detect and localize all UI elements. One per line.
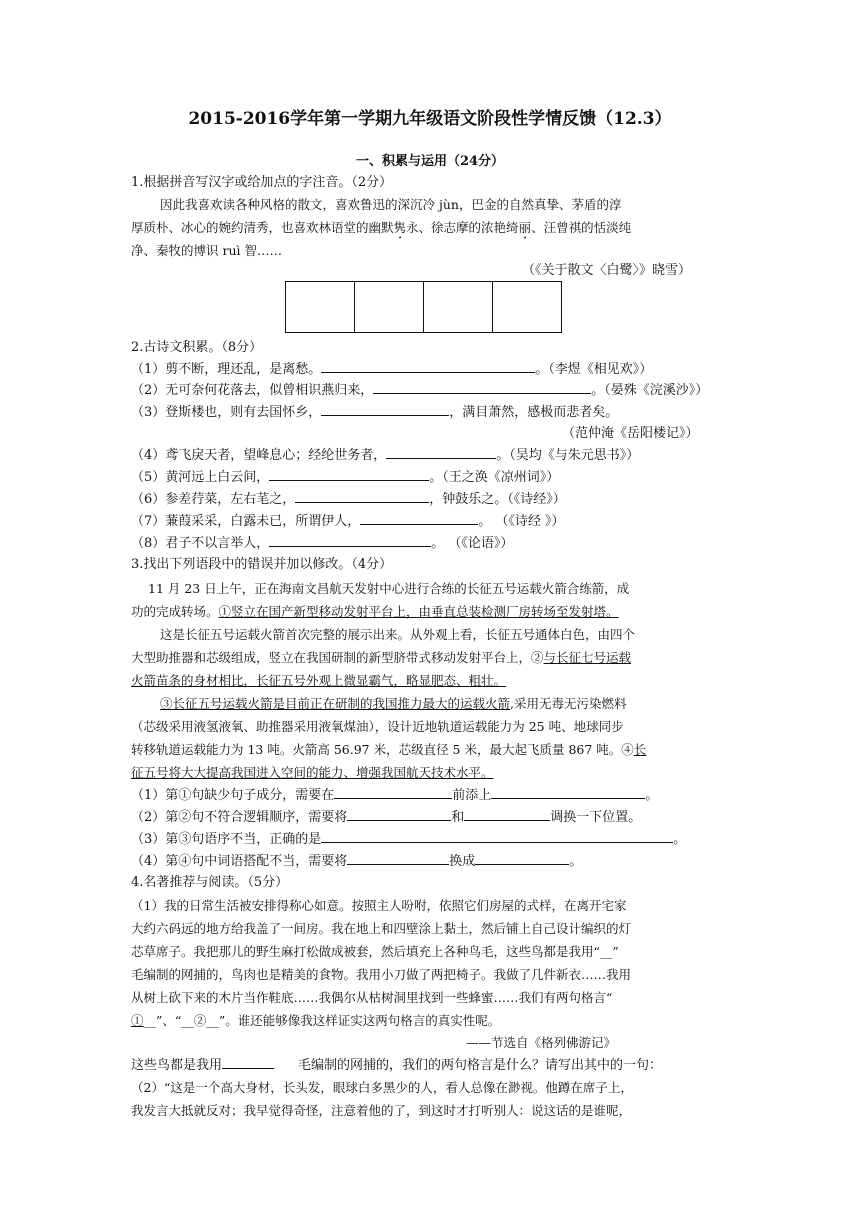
page-title: 2015-2016学年第一学期九年级语文阶段性学情反馈（12.3）: [188, 109, 672, 129]
answer-box-3[interactable]: [423, 281, 493, 333]
blank[interactable]: [321, 403, 449, 416]
q3-passage-line-9: [131, 764, 494, 782]
answer-box-1[interactable]: [285, 281, 355, 333]
q4-source: ——节选自《格列佛游记》: [466, 1035, 617, 1050]
q4-passage-2-line-1: （2）“这是一个高大身材，长头发，眼球白多黑少的人，看人总像在渺视。他蹲在席子上，: [131, 1080, 633, 1095]
q4-passage-line-3: 芯草席子。我把那儿的野生麻打松做成被套，然后填充上各种鸟毛，这些鸟都是我用“__”: [131, 944, 619, 959]
q3-answer-2: （2）第②句不符合逻辑顺序，需要将 和 调换一下位置。: [131, 810, 642, 825]
q4-passage-2-line-2: 我发言大抵就反对；我早觉得奇怪，注意着他的了，到这时才打听别人：说这话的是谁呢，: [131, 1103, 632, 1118]
q3-passage-line-3: 这是长征五号运载火箭首次完整的展示出来。从外观上看，长征五号通体白色，由四个: [160, 627, 636, 642]
blank[interactable]: [321, 360, 535, 373]
blank[interactable]: [222, 1056, 274, 1069]
blank[interactable]: [464, 808, 550, 821]
q2-item-2: （2）无可奈何花落去，似曾相识燕归来， 。（晏殊《浣溪沙》）: [131, 383, 709, 398]
q4-passage-line-2: 大约六码远的地方给我盖了一间房。我在地上和四壁涂上黏土，然后铺上自己设计编织的灯: [131, 921, 632, 936]
blank[interactable]: [373, 381, 591, 394]
sentence-2-end: 火箭苗条的身材相比，长征五号外观上微显霸气，略显肥态、粗壮。: [131, 673, 507, 688]
q3-passage-line-6: ③长征五号运载火箭是目前正在研制的我国推力最大的运载火箭,采用无毒无污染燃料: [160, 696, 627, 711]
q2-item-3-source: （范仲淹《岳阳楼记》）: [562, 426, 699, 441]
q3-passage-line-8: 转移轨道运载能力为 13 吨。火箭高 56.97 米，芯级直径 5 米，最大起飞质量 867 吨。④长: [131, 742, 647, 757]
q3-answer-3: （3）第③句语序不当，正确的是 。: [131, 832, 687, 847]
blank[interactable]: [334, 786, 452, 799]
blank[interactable]: [347, 852, 449, 865]
q1-passage-line-2: 厚质朴、冰心的婉约清秀，也喜欢林语堂的幽默隽永、徐志摩的浓艳绮丽、汪曾祺的恬淡纯: [131, 220, 632, 235]
q3-passage-line-5: [131, 672, 506, 690]
q3-passage-line-7: （芯级采用液氢液氧、助推器采用液氧煤油），设计近地轨道运载能力为 25 吨、地球同步: [131, 719, 624, 734]
blank[interactable]: [491, 786, 645, 799]
q4-heading: 4.名著推荐与阅读。（5分）: [131, 875, 289, 890]
blank[interactable]: [269, 534, 431, 547]
answer-box-2[interactable]: [354, 281, 424, 333]
q4-question-1: 这些鸟都是我用 毛编制的网捕的，我们的两句格言是什么？请写出其中的一句：: [131, 1058, 663, 1073]
blank[interactable]: [295, 490, 429, 503]
q1-passage-line-1: 因此我喜欢读各种风格的散文，喜欢鲁迅的深沉冷 jùn，巴金的自然真挚、茅盾的淳: [160, 197, 622, 212]
answer-grid: [286, 281, 562, 333]
blank[interactable]: [475, 852, 569, 865]
q4-passage-line-6: ①__”、“__②__”。谁还能够像我这样证实这两句格言的真实性呢。: [131, 1013, 501, 1028]
section-heading: 一、积累与运用（24分）: [355, 154, 505, 169]
answer-box-4[interactable]: [492, 281, 562, 333]
q4-passage-line-4: 毛编制的网捕的，鸟肉也是精美的食物。我用小刀做了两把椅子。我做了几件新衣……我用: [131, 967, 632, 982]
q2-item-7: （7）蒹葭采采，白露未已，所谓伊人， 。 （《诗经 》）: [131, 514, 565, 529]
dotted-char-li: 丽: [518, 220, 532, 235]
sentence-4-start: 长: [633, 742, 647, 757]
sentence-2-start: 与长征七号运载: [543, 650, 632, 665]
q2-item-4: （4）鸢飞戾天者，望峰息心；经纶世务者， 。（吴均《与朱元思书》）: [131, 448, 640, 463]
q2-item-8: （8）君子不以言举人， 。 （《论语》）: [131, 536, 514, 551]
q2-item-3: （3）登斯楼也，则有去国怀乡， ，满目萧然，感极而悲者矣。: [131, 405, 619, 420]
sentence-1: ①竖立在国产新型移动发射平台上，由垂直总装检测厂房转场至发射塔。: [218, 604, 619, 619]
q4-passage-line-5: 从树上砍下来的木片当作鞋底……我偶尔从枯树洞里找到一些蜂蜜……我们有两句格言“: [131, 990, 613, 1005]
blank[interactable]: [347, 808, 451, 821]
q3-answer-1: （1）第①句缺少句子成分，需要在 前添上 。: [131, 788, 659, 803]
sentence-4-end: 征五号将大大提高我国进入空间的能力、增强我国航天技术水平。: [131, 765, 494, 780]
blank[interactable]: [269, 468, 429, 481]
q4-passage-line-1: （1）我的日常生活被安排得称心如意。按照主人吩咐，依照它们房屋的式样，在离开宅家: [131, 898, 627, 913]
q2-heading: 2.古诗文积累。（8分）: [131, 340, 263, 355]
q2-item-5: （5）黄河远上白云间， 。（王之涣《凉州词》）: [131, 470, 560, 485]
q1-source: （《关于散文〈白鹭〉》晓雪）: [522, 263, 692, 278]
blank[interactable]: [321, 830, 673, 843]
sentence-3: ③长征五号运载火箭是目前正在研制的我国推力最大的运载火箭: [160, 696, 511, 711]
q3-heading: 3.找出下列语段中的错误并加以修改。（4分）: [131, 557, 393, 572]
blank[interactable]: [360, 512, 478, 525]
q3-passage-line-2: 功的完成转场。①竖立在国产新型移动发射平台上，由垂直总装检测厂房转场至发射塔。: [131, 604, 619, 619]
q3-passage-line-1: 11 月 23 日上午，正在海南文昌航天发射中心进行合练的长征五号运载火箭合练箭，成: [148, 581, 630, 596]
q2-item-1: （1）剪不断，理还乱，是离愁。 。（李煜《相见欢》）: [131, 362, 653, 377]
dotted-char-jun: 隽: [393, 220, 407, 235]
q1-heading: 1.根据拼音写汉字或给加点的字注音。（2分）: [131, 175, 393, 190]
q3-passage-line-4: 大型助推器和芯级组成，竖立在我国研制的新型脐带式移动发射平台上，②与长征七号运载: [131, 650, 632, 665]
q1-passage-line-3: 净、秦牧的博识 ruì 智……: [131, 243, 282, 258]
q2-item-6: （6）参差荇菜，左右芼之， ，钟鼓乐之。（《诗经》）: [131, 492, 566, 507]
blank[interactable]: [386, 446, 496, 459]
q3-answer-4: （4）第④句中词语搭配不当，需要将 换成 。: [131, 854, 583, 869]
